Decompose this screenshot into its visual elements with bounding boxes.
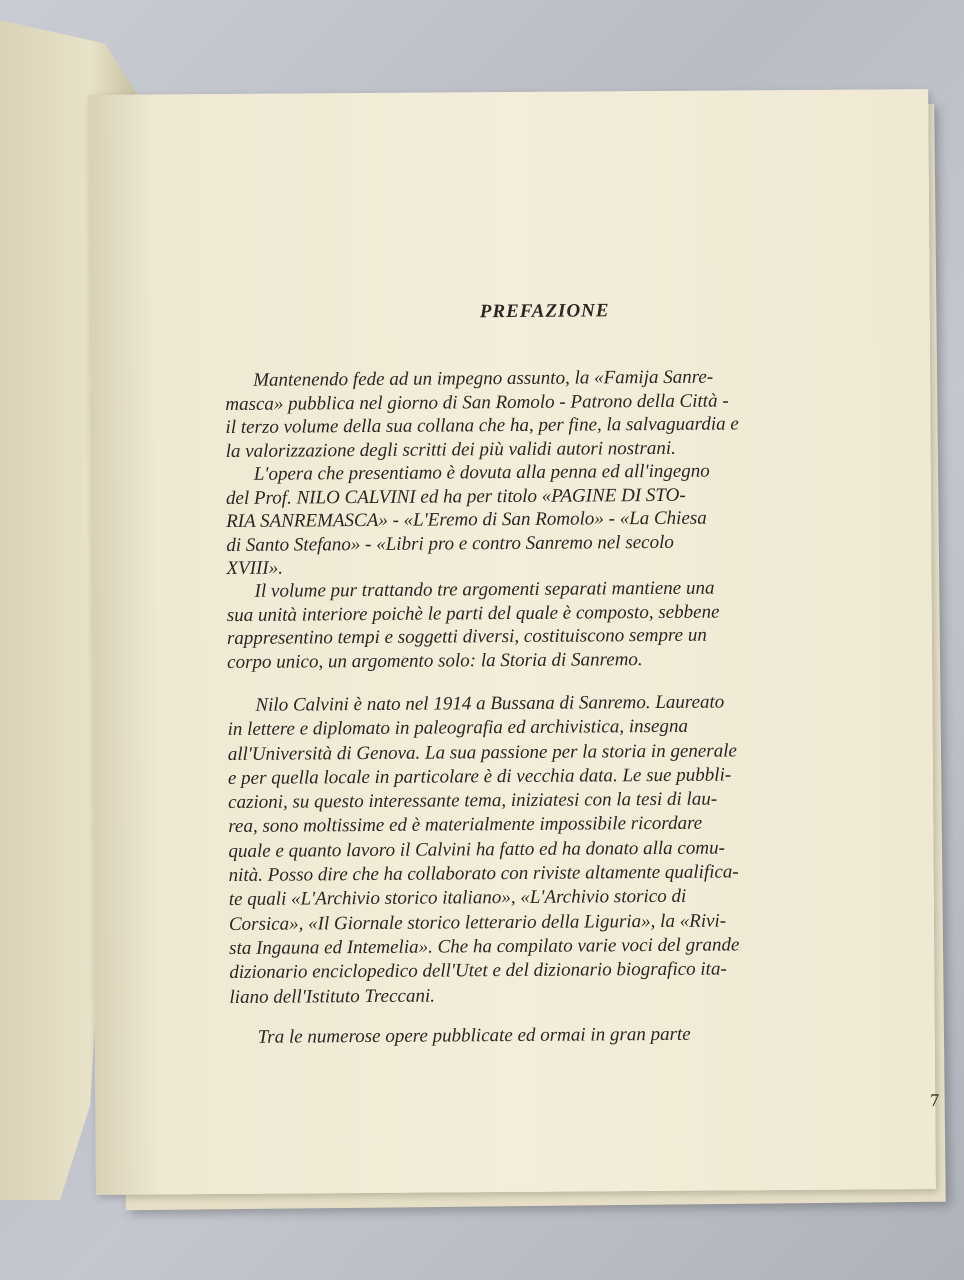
paragraph-2 (226, 459, 867, 581)
text-line: RIA SANREMASCA» - «L'Eremo di San Romolo» - «La Chiesa (226, 507, 707, 532)
right-page (88, 89, 940, 1195)
text-line: il terzo volume della sua collana che ha, per fine, la salvaguardia e (225, 413, 739, 438)
text-line: nità. Posso dire che ha collaborato con riviste altamente qualifica- (228, 861, 739, 887)
paragraph-1 (225, 365, 866, 463)
text-line: Corsica», «Il Giornale storico letterario della Liguria», la «Rivi- (228, 910, 727, 935)
page-content (223, 90, 940, 1111)
text-line: all'Università di Genova. La sua passione per la storia in generale (227, 740, 737, 765)
page-title: PREFAZIONE (479, 300, 610, 323)
page-number: 7 (930, 1090, 940, 1111)
text-line: sta Ingauna ed Intemelia». Che ha compilato varie voci del grande (229, 934, 740, 959)
text-line: XVIII». (226, 557, 284, 579)
text-line: cazioni, su questo interessante tema, iniziatesi con la tesi di lau- (228, 788, 718, 814)
text-line: quale e quanto lavoro il Calvini ha fatto ed ha donato alla comu- (228, 837, 725, 862)
paragraph-5 (230, 1022, 870, 1050)
text-line: la valorizzazione degli scritti dei più validi autori nostrani. (225, 437, 676, 462)
text-line: sua unità interiore poichè le parti del quale è composto, sebbene (226, 601, 720, 626)
text-line: in lettere e diplomato in paleografia ed archivistica, insegna (227, 716, 688, 741)
text-line: Nilo Calvini è nato nel 1914 a Bussana di Sanremo. Laureato (255, 691, 725, 716)
paragraph-4 (227, 690, 869, 1010)
text-line: Tra le numerose opere pubblicate ed ormai in gran parte (257, 1023, 691, 1048)
text-line: Il volume pur trattando tre argomenti separati mantiene una (254, 577, 715, 602)
text-line: del Prof. NILO CALVINI ed ha per titolo «PAGINE DI STO- (225, 484, 686, 509)
text-line: dizionario enciclopedico dell'Utet e del dizionario biografico ita- (229, 958, 727, 984)
text-line: corpo unico, un argomento solo: la Storia di Sanremo. (227, 648, 643, 673)
text-line: rea, sono moltissime ed è materialmente impossibile ricordare (228, 813, 703, 838)
text-line: te quali «L'Archivio storico italiano», «L'Archivio storico di (228, 886, 687, 911)
paragraph-3 (227, 576, 868, 674)
text-line: L'opera che presentiamo è dovuta alla penna ed all'ingegno (253, 460, 710, 485)
text-line: liano dell'Istituto Treccani. (229, 985, 436, 1008)
text-line: di Santo Stefano» - «Libri pro e contro Sanremo nel secolo (226, 531, 674, 556)
text-line: masca» pubblica nel giorno di San Romolo - Patrono della Città - (225, 389, 729, 415)
text-line: rappresentino tempi e soggetti diversi, costituiscono sempre un (226, 624, 707, 649)
text-line: Mantenendo fede ad un impegno assunto, la «Famija Sanre- (253, 366, 714, 391)
text-line: e per quella locale in particolare è di vecchia data. Le sue pubbli- (227, 764, 732, 789)
